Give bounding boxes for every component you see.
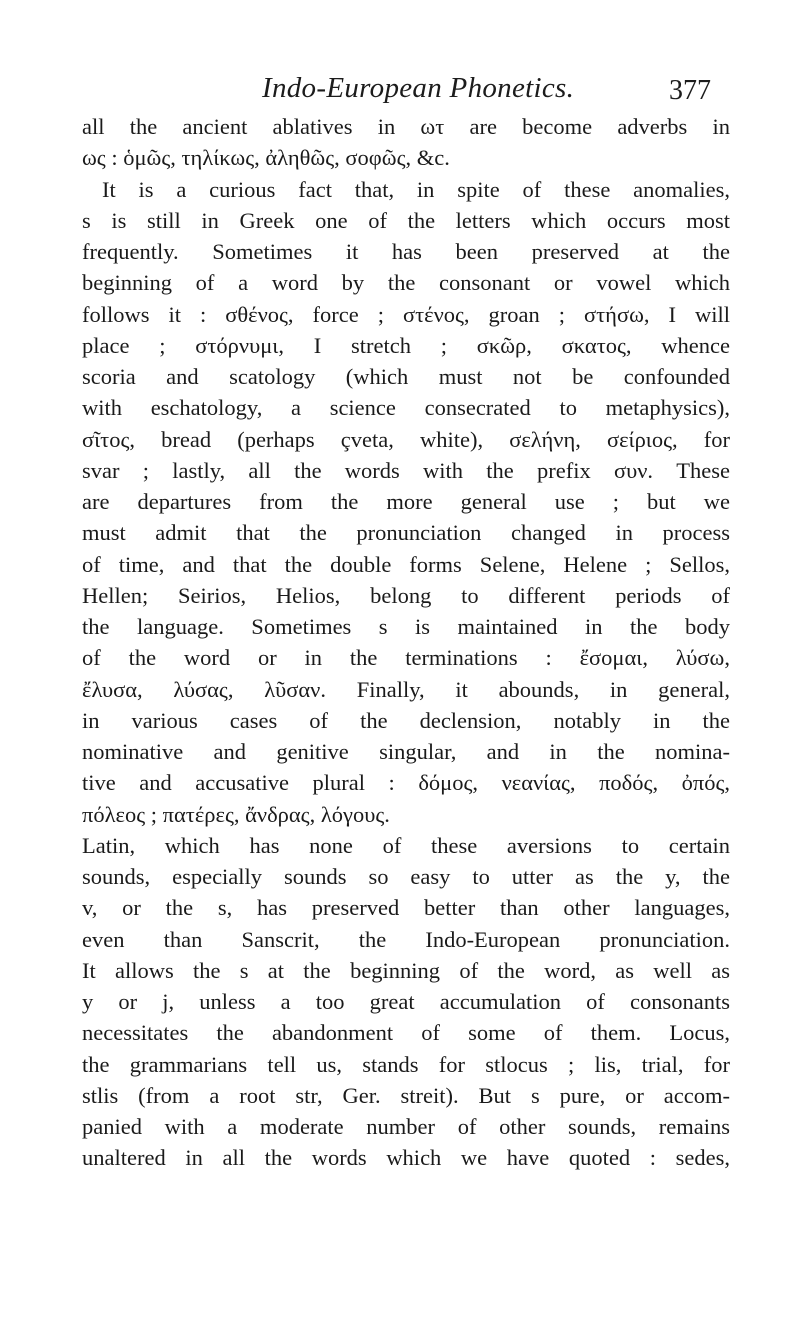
text-line: necessitates the abandonment of some of them. Locus, <box>82 1020 730 1046</box>
text-line: Hellen; Seirios, Helios, belong to different periods of <box>82 582 730 608</box>
text-line: stlis (from a root str, Ger. streit). But s pure, or accom- <box>82 1082 730 1108</box>
text-line: with eschatology, a science consecrated to metaphysics), <box>82 395 730 421</box>
text-line: s is still in Greek one of the letters which occurs most <box>82 207 730 233</box>
text-line: ως : ὁμῶς, τηλίκως, ἀληθῶς, σοφῶς, &c. <box>82 145 450 171</box>
text-line: place ; στόρνυμι, I stretch ; σκῶρ, σκατος, whence <box>82 332 730 358</box>
text-line: It is a curious fact that, in spite of these anomalies, <box>102 176 730 202</box>
text-line: of time, and that the double forms Selene, Helene ; Sellos, <box>82 551 730 577</box>
text-line: tive and accusative plural : δόμος, νεανίας, ποδός, ὀπός, <box>82 770 730 796</box>
text-line: the grammarians tell us, stands for stlocus ; lis, trial, for <box>82 1051 730 1077</box>
text-line: beginning of a word by the consonant or vowel which <box>82 270 730 296</box>
text-line: frequently. Sometimes it has been preserved at the <box>82 239 730 264</box>
text-line: scoria and scatology (which must not be confounded <box>82 364 730 389</box>
text-line: follows it : σθένος, force ; στένος, groan ; στήσω, I will <box>82 301 730 327</box>
text-line: must admit that the pronunciation changed in process <box>82 520 730 546</box>
text-line: even than Sanscrit, the Indo-European pronunciation. <box>82 926 730 952</box>
text-line: v, or the s, has preserved better than other languages, <box>82 895 730 921</box>
body-text <box>82 111 730 1174</box>
text-line: ἔλυσα, λύσας, λῦσαν. Finally, it abounds, in general, <box>82 676 730 702</box>
text-line: in various cases of the declension, notably in the <box>82 707 730 733</box>
text-line: all the ancient ablatives in ωτ are become adverbs in <box>82 114 730 139</box>
text-line: are departures from the more general use ; but we <box>82 489 730 514</box>
text-line: σῖτος, bread (perhaps çveta, white), σελήνη, σείριος, for <box>82 426 730 452</box>
text-line: of the word or in the terminations : ἔσομαι, λύσω, <box>82 645 730 671</box>
page-number: 377 <box>669 75 711 106</box>
text-line: Latin, which has none of these aversions to certain <box>82 832 730 858</box>
text-line: panied with a moderate number of other sounds, remains <box>82 1114 730 1139</box>
running-title: Indo-European Phonetics. <box>262 72 575 104</box>
text-line: the language. Sometimes s is maintained in the body <box>82 614 730 639</box>
text-line: It allows the s at the beginning of the word, as well as <box>82 957 730 983</box>
text-line: nominative and genitive singular, and in the nomina- <box>82 739 730 764</box>
text-line: unaltered in all the words which we have quoted : sedes, <box>82 1145 730 1171</box>
text-line: πόλεος ; πατέρες, ἄνδρας, λόγους. <box>82 801 390 827</box>
text-line: svar ; lastly, all the words with the prefix συν. These <box>82 457 730 483</box>
text-line: y or j, unless a too great accumulation of consonants <box>82 989 730 1014</box>
text-line: sounds, especially sounds so easy to utter as the y, the <box>82 864 730 889</box>
